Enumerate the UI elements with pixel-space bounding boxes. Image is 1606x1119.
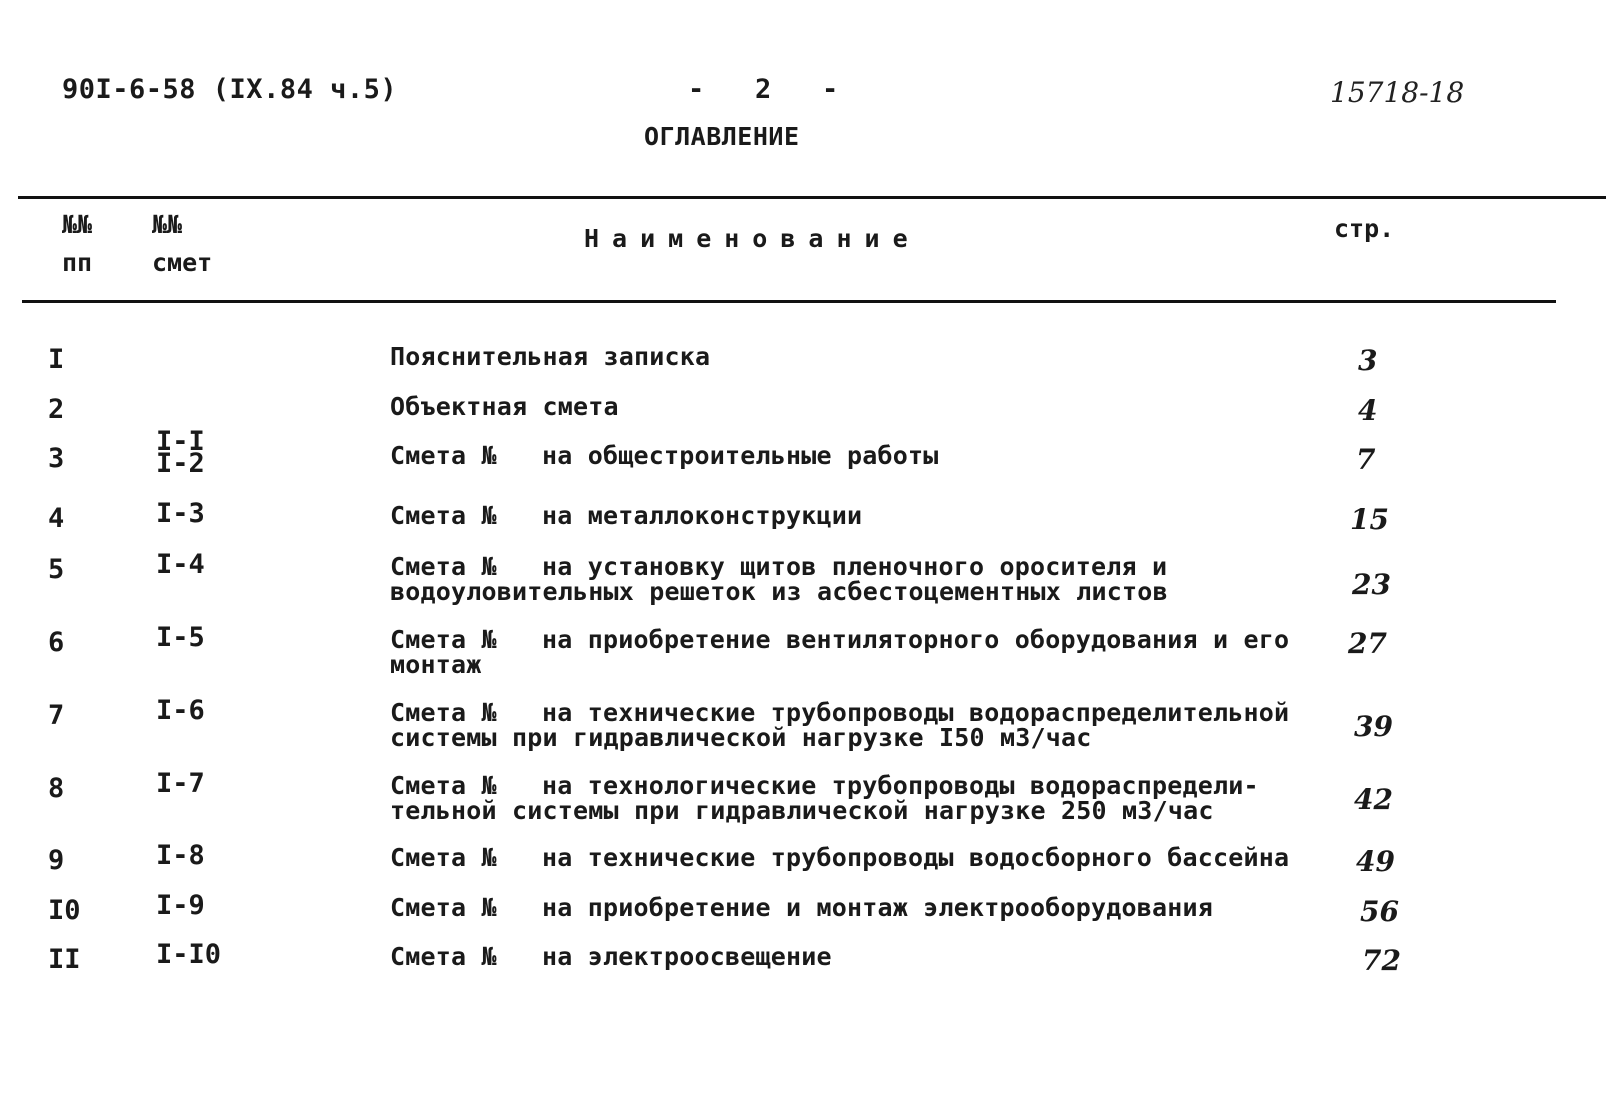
- row-title: [390, 394, 1310, 419]
- estimate-number: I-6: [156, 695, 205, 726]
- table-top-rule: [18, 196, 1606, 199]
- estimate-label: Смета №: [390, 625, 497, 654]
- col-header-page: стр.: [1334, 214, 1395, 243]
- estimate-number: I-I I-2: [156, 426, 205, 479]
- estimate-number: I-7: [156, 768, 205, 799]
- row-number: 5: [48, 554, 65, 585]
- row-page: 3: [1358, 344, 1378, 377]
- estimate-label: Смета №: [390, 771, 497, 800]
- row-title: [390, 554, 1310, 604]
- row-page: 42: [1354, 783, 1393, 816]
- row-number: 3: [48, 443, 65, 474]
- row-text: на установку щитов пленочного оросителя и водоуловительных решеток из асбестоцементных листов: [390, 552, 1168, 606]
- table-header-bottom-rule: [22, 300, 1556, 303]
- row-title: [390, 845, 1310, 870]
- row-page: 39: [1354, 710, 1393, 743]
- row-title: [390, 503, 1310, 528]
- estimate-number: I-9: [156, 890, 205, 921]
- estimate-label: Смета №: [390, 843, 497, 872]
- row-text: на технологические трубопроводы водораспредели-тельной системы при гидравлической нагрузке 250 м3/час: [390, 771, 1259, 825]
- row-number: II: [48, 944, 81, 975]
- row-page: 4: [1358, 394, 1378, 427]
- estimate-number: I-5: [156, 622, 205, 653]
- row-text: Пояснительная записка: [390, 342, 711, 371]
- col-header-smet-top: №№: [152, 210, 183, 239]
- row-page: 27: [1348, 627, 1387, 660]
- estimate-label: Смета №: [390, 698, 497, 727]
- row-text: на электроосвещение: [542, 942, 832, 971]
- row-title: [390, 773, 1310, 823]
- row-text: Объектная смета: [390, 392, 619, 421]
- handwritten-reference: 15718-18: [1330, 76, 1465, 109]
- row-page: 56: [1360, 895, 1399, 928]
- row-page: 72: [1362, 944, 1401, 977]
- row-number: 7: [48, 700, 65, 731]
- estimate-label: Смета №: [390, 501, 497, 530]
- col-header-pp-top: №№: [62, 210, 93, 239]
- row-number: 9: [48, 845, 65, 876]
- document-code: 90I-6-58 (IX.84 ч.5): [62, 74, 398, 105]
- row-page: 15: [1350, 503, 1389, 536]
- row-number: 2: [48, 394, 65, 425]
- row-title: [390, 944, 1310, 969]
- col-header-smet-bottom: смет: [152, 248, 213, 277]
- page-title: ОГЛАВЛЕНИЕ: [644, 122, 800, 151]
- row-number: 4: [48, 503, 65, 534]
- row-text: на металлоконструкции: [542, 501, 863, 530]
- row-text: на технические трубопроводы водораспределительной системы при гидравлической нагрузке I50 м3/час: [390, 698, 1290, 752]
- row-text: на приобретение вентиляторного оборудования и его монтаж: [390, 625, 1290, 679]
- row-text: на технические трубопроводы водосборного бассейна: [542, 843, 1290, 872]
- col-header-name: Наименование: [584, 224, 921, 253]
- estimate-label: Смета №: [390, 942, 497, 971]
- estimate-number: I-I0: [156, 939, 222, 970]
- row-text: на общестроительные работы: [542, 441, 939, 470]
- row-title: [390, 895, 1310, 920]
- estimate-label: Смета №: [390, 441, 497, 470]
- row-page: 49: [1356, 845, 1395, 878]
- estimate-number: I-3: [156, 498, 205, 529]
- estimate-number: I-4: [156, 549, 205, 580]
- col-header-pp-bottom: пп: [62, 248, 93, 277]
- row-title: [390, 627, 1310, 677]
- estimate-label: Смета №: [390, 893, 497, 922]
- row-text: на приобретение и монтаж электрооборудования: [542, 893, 1214, 922]
- row-number: I0: [48, 895, 81, 926]
- estimate-number: I-8: [156, 840, 205, 871]
- row-number: 8: [48, 773, 65, 804]
- estimate-label: Смета №: [390, 552, 497, 581]
- row-number: I: [48, 344, 65, 375]
- row-title: [390, 344, 1310, 369]
- row-page: 23: [1352, 568, 1391, 601]
- row-page: 7: [1356, 443, 1376, 476]
- row-title: [390, 443, 1310, 468]
- row-number: 6: [48, 627, 65, 658]
- page-number: - 2 -: [688, 74, 839, 105]
- row-title: [390, 700, 1310, 750]
